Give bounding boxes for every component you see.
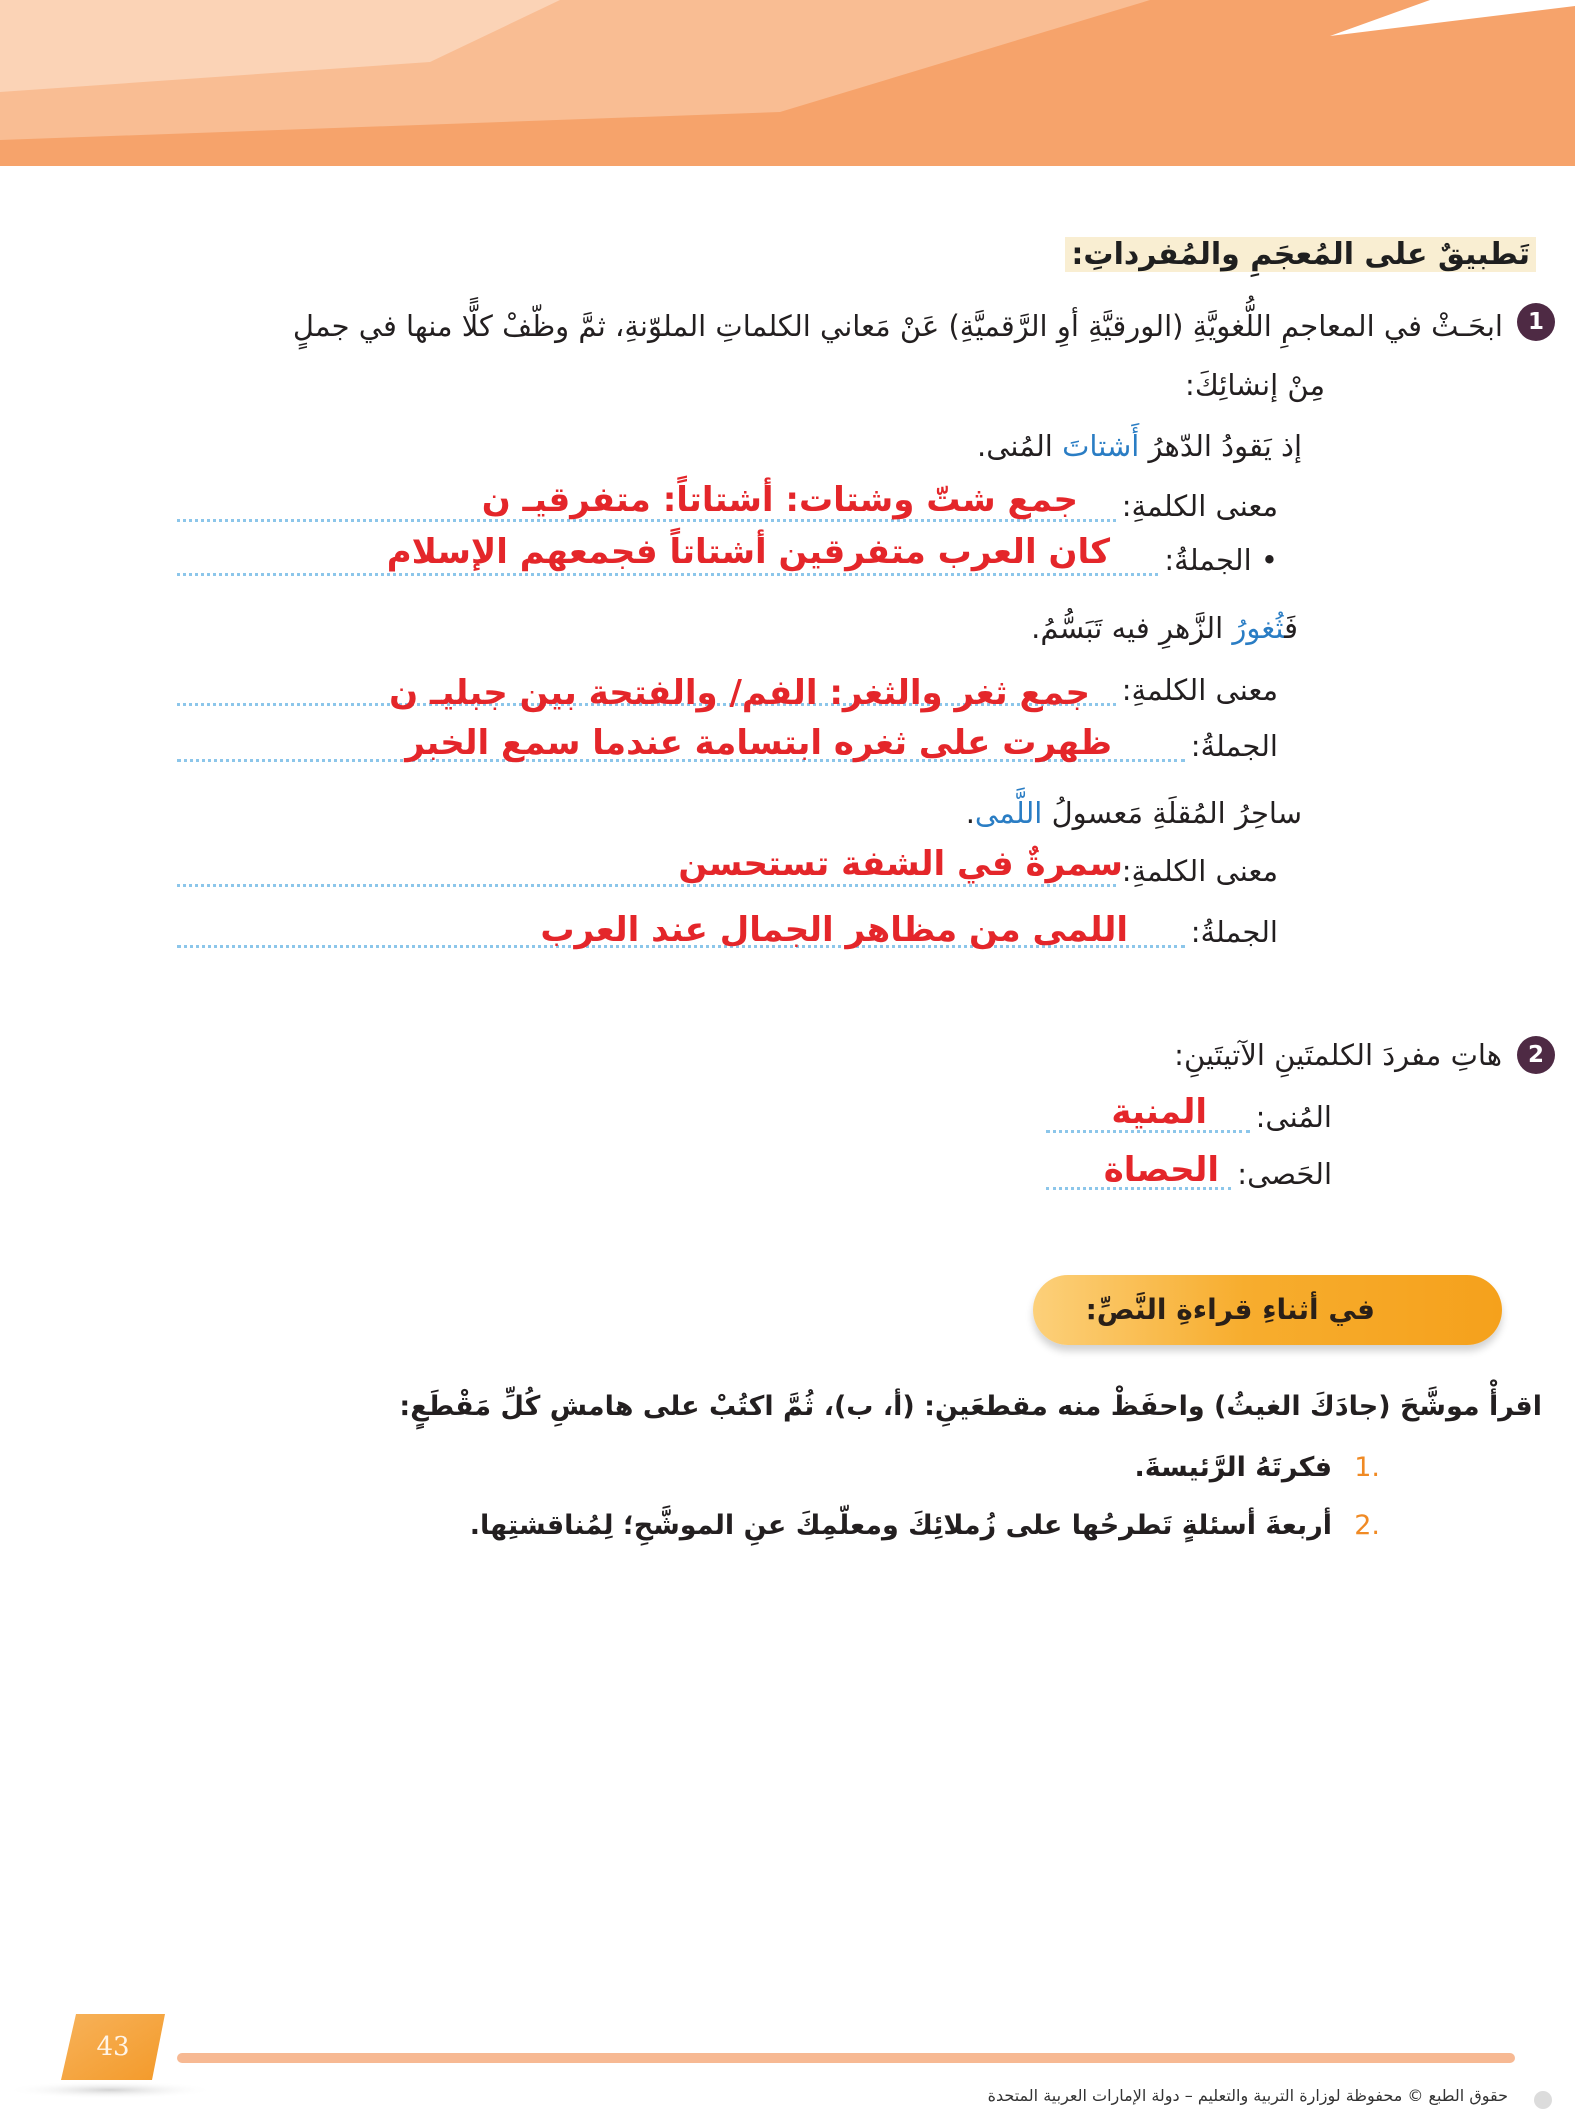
verse-1-text-after: المُنى. [977, 429, 1063, 463]
exercise-2-item-2-label: الحَصى: [1237, 1157, 1332, 1191]
bottom-rule [177, 2053, 1515, 2063]
copyright-notice: حقوق الطبع © محفوظة لوزارة التربية والتعليم – دولة الإمارات العربية المتحدة [987, 2086, 1508, 2105]
verse-2-text-after: الزَّهرِ فيه تَبَسُّمُ. [1031, 611, 1233, 645]
exercise-2-number: 2 [1527, 1042, 1544, 1068]
verse-2-meaning-answer[interactable]: جمع ثغر والثغر: الفم/ والفتحة بين جبليـ ن [389, 673, 1090, 713]
exercise-2-instruction: هاتِ مفردَ الكلمتَينِ الآتيتَينِ: [1174, 1038, 1502, 1072]
verse-3-highlight-word: اللَّمى [974, 796, 1043, 830]
verse-3-sentence-answer[interactable]: اللمى من مظاهر الجمال عند العرب [540, 910, 1128, 950]
verse-1-highlight-word: أَشتاتَ [1062, 429, 1140, 463]
exercise-1-instruction-line-2: مِنْ إنشائِكَ: [1185, 368, 1325, 402]
verse-1-text-before: إذ يَقودُ الدّهرُ [1139, 429, 1302, 463]
page-number: 43 [96, 2032, 130, 2062]
exercise-2-item-1-answer[interactable]: المنية [1111, 1092, 1207, 1132]
verse-1-line [977, 424, 1302, 468]
reading-section-title: في أثناءِ قراءةِ النَّصِّ: [1085, 1293, 1375, 1326]
task-1-number: 1. [1354, 1452, 1380, 1483]
exercise-2-item-2-answer[interactable]: الحصاة [1103, 1150, 1219, 1190]
header-banner [0, 0, 1575, 166]
exercise-1-instruction-line-1: ابحَـثْ في المعاجمِ اللُّغويَّةِ (الورقيَّةِ أوِ الرَّقميَّةِ) عَنْ مَعاني الكلماتِ الملوّنةِ، ثمَّ وظّفْ كلًّا منها في جملٍ [292, 309, 1503, 343]
verse-1-sentence-answer[interactable]: كان العرب متفرقين أشتاتاً فجمعهم الإسلام [386, 532, 1110, 572]
verse-2-highlight-word: ثُغورُ [1232, 611, 1285, 645]
section-heading-text: تَطبيقٌ على المُعجَمِ والمُفرداتِ: [1065, 237, 1536, 272]
verse-3-meaning-answer[interactable]: سمرةٌ في الشفة تستحسن [678, 844, 1123, 884]
exercise-2-number-badge [1517, 1036, 1555, 1074]
section-heading [1065, 233, 1536, 277]
exercise-2-item-1-label: المُنى: [1255, 1100, 1332, 1134]
verse-2-meaning-label: معنى الكلمةِ: [1121, 673, 1278, 707]
task-2-number: 2. [1354, 1510, 1380, 1541]
reading-section-instruction: اقرأْ موشَّحَ (جادَكَ الغيثُ) واحفَظْ منه مقطعَينِ: (أ، ب)، ثُمَّ اكتُبْ على هامشِ كُلِّ مَقْطَعٍ: [399, 1391, 1542, 1422]
verse-3-line [966, 791, 1302, 835]
footer-dot [1534, 2091, 1552, 2109]
verse-2-line [1031, 606, 1298, 650]
verse-1-sentence-label: • الجملةُ: [1164, 543, 1278, 577]
exercise-1-number: 1 [1527, 309, 1544, 335]
exercise-1-number-badge [1517, 303, 1555, 341]
task-2-text: أربعةَ أسئلةٍ تَطرحُها على زُملائِكَ ومعلّمِكَ عنِ الموشَّحِ؛ لِمُناقشتِها. [469, 1510, 1332, 1541]
verse-1-meaning-answer[interactable]: جمع شتّ وشتات: أشتاتاً: متفرقيـ ن [481, 480, 1078, 520]
task-1-text: فكرتَهُ الرَّئيسةَ. [1134, 1452, 1332, 1483]
verse-3-sentence-label: الجملةُ: [1190, 915, 1278, 949]
verse-2-sentence-answer[interactable]: ظهرت على ثغره ابتسامة عندما سمع الخبر [405, 723, 1112, 763]
page-tab-shadow [5, 2081, 215, 2099]
verse-3-text-after: . [965, 796, 975, 830]
verse-2-text-before: فَ [1284, 611, 1298, 645]
verse-1-meaning-label: معنى الكلمةِ: [1121, 489, 1278, 523]
verse-3-text-before: ساحِرُ المُقلَةِ مَعسولُ [1042, 796, 1302, 830]
verse-2-sentence-label: الجملةُ: [1190, 729, 1278, 763]
verse-3-meaning-label: معنى الكلمةِ: [1121, 854, 1278, 888]
